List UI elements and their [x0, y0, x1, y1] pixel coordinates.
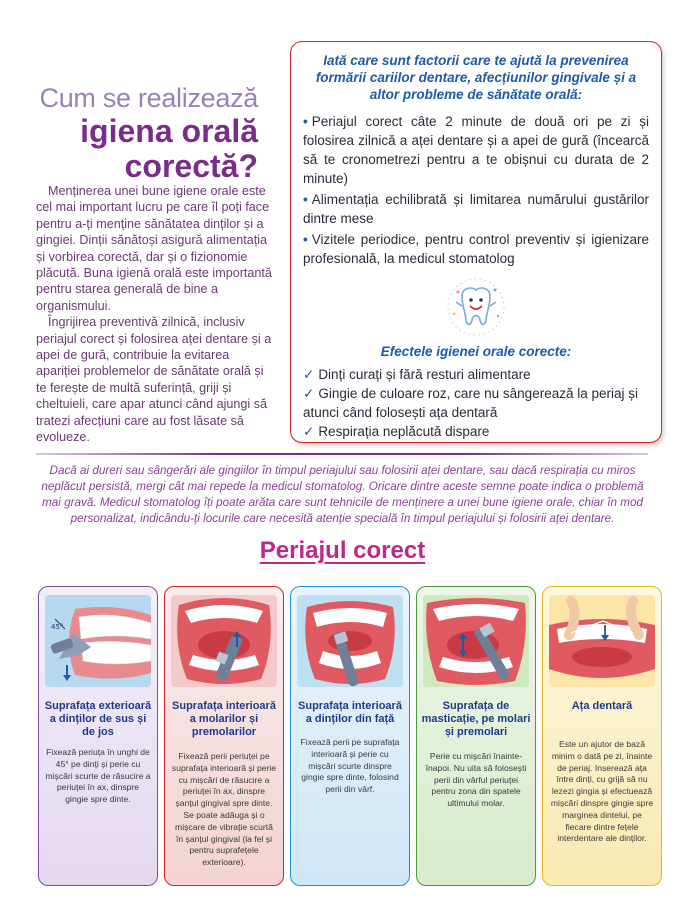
card-caption: Suprafața interioară a molarilor și premolarilor [172, 700, 276, 738]
factor-item: • Alimentația echilibrată și limitarea numărului gustărilor dintre mese [303, 192, 649, 226]
factor-item: • Periajul corect câte 2 minute de două ori pe zi și folosirea zilnică a aței dentare și a apei de gură (încearcă să te cronometrezi pentru a te obișnui cu durata de 2 minute) [303, 114, 649, 186]
section-divider [36, 453, 648, 455]
factor-item: • Vizitele periodice, pentru control preventiv și igienizare profesională, la medicul stomatolog [303, 232, 649, 266]
brushing-card-outer-surfaces [38, 586, 158, 886]
illustration-chewing-surface [423, 595, 529, 687]
factors-heading: Iată care sunt factorii care te ajută la prevenirea formării cariilor dentare, afecțiunilor gingivale și a altor probleme de sănătate orală: [315, 53, 637, 102]
page-title [36, 82, 258, 184]
warning-text: Dacă ai dureri sau sângerări ale gingiilor în timpul periajului sau folosirii aței dentare, sau dacă respirația cu miros neplăcut persistă, mergi cât mai repede la medicul stomatolog. Oricare dintre aceste semne poate indica o problemă mai gravă. Medicul stomatolog îți poate arăta care sunt tehnicile de menținere a unei bune igiene orale, chiar în mod personalizat, indicându-ți locurile care necesită atenție specială în timpul periajului și folosirii aței dentare. [41, 464, 644, 525]
factors-list [303, 112, 649, 268]
checkmark-icon: ✓ [303, 386, 315, 401]
card-description: Fixează perii pe suprafața interioară și perie cu mișcări scurte dinspre gingie spre dinte, folosind perii din vârf. [300, 737, 400, 795]
effect-item: ✓ Respirația neplăcută dispare [303, 424, 490, 439]
title-line-2: igiena orală [80, 113, 258, 149]
brushing-card-chewing-surface [416, 586, 536, 886]
bullet-icon: • [303, 232, 308, 247]
illustration-inner-front [297, 595, 403, 687]
brushing-card-inner-front [290, 586, 410, 886]
card-caption: Suprafața exterioară a dinților de sus și de jos [44, 700, 152, 738]
card-caption: Suprafața de masticație, pe molari și premolari [421, 700, 531, 738]
card-description: Fixează periuța în unghi de 45° pe dinți și perie cu mișcări scurte de răsucire a periuței în ax, dinspre gingie spre dinte. [45, 747, 151, 805]
card-description: Fixează perii periuței pe suprafața interioară și perie cu mișcări de răsucire a periuței în ax, dinspre șanțul gingival spre dinte. Se poate adăuga și o mișcare de vibrație scurtă în șanțul gingival (la fel și pentru suprafețele exterioare). [171, 751, 277, 868]
brushing-section-title: Periajul corect [259, 537, 426, 564]
effect-item: ✓ Gingie de culoare roz, care nu sângerează la periaj și atunci când folosești ața dentară [303, 386, 638, 420]
effects-list [303, 365, 649, 441]
intro-text [36, 183, 274, 446]
title-line-1: Cum se realizează [39, 83, 258, 113]
checkmark-icon: ✓ [303, 367, 315, 382]
bullet-icon: • [303, 114, 308, 129]
title-line-3: corectă? [124, 148, 258, 184]
effect-item: ✓ Dinți curați și fără resturi alimentare [303, 367, 531, 382]
illustration-inner-molars [171, 595, 277, 687]
bullet-icon: • [303, 192, 308, 207]
illustration-outer-surfaces [45, 595, 151, 687]
card-caption: Ața dentară [571, 700, 633, 712]
card-description: Este un ajutor de bază minim o dată pe zi, înainte de periaj. Inserează ața între dinți, cu grijă să nu lezezi gingia și efectuează mișcări dinspre gingie spre marginea dintelui, pe fiecare dintre fețele interdentare ale dinților. [550, 739, 654, 844]
card-description: Perie cu mișcări înainte-înapoi. Nu uita să folosești perii din vârful periuței pentru zona din spatele ultimului molar. [425, 751, 527, 809]
brushing-card-inner-molars [164, 586, 284, 886]
brushing-card-dental-floss [542, 586, 662, 886]
illustration-dental-floss [549, 595, 655, 687]
intro-paragraph-2: Îngrijirea preventivă zilnică, inclusiv periajul corect și folosirea aței dentare și a apei de gură, contribuie la evitarea apariției problemelor de sănătate orală și te ferește de multă suferință, griji și cheltuieli, care apar atunci când ajungi să tratezi afecțiuni care au fost lăsate să evolueze. [36, 315, 272, 445]
effects-heading: Efectele igienei orale corecte: [380, 344, 572, 359]
card-caption: Suprafața interioară a dinților din față [298, 700, 402, 725]
intro-paragraph-1: Menținerea unei bune igiene orale este cel mai important lucru pe care îl poți face pentru a-ți menține sănătatea dinților și a gingiei. Dinții sănătoși asigură alimentația și vorbirea corectă, dar și o fizionomie plăcută. Buna igienă orală este importantă pentru starea generală de bine a organismului. [36, 184, 272, 313]
factors-box [290, 41, 662, 443]
angle-label: 45° [51, 623, 64, 631]
smiling-tooth-icon [442, 276, 510, 338]
checkmark-icon: ✓ [303, 424, 315, 439]
